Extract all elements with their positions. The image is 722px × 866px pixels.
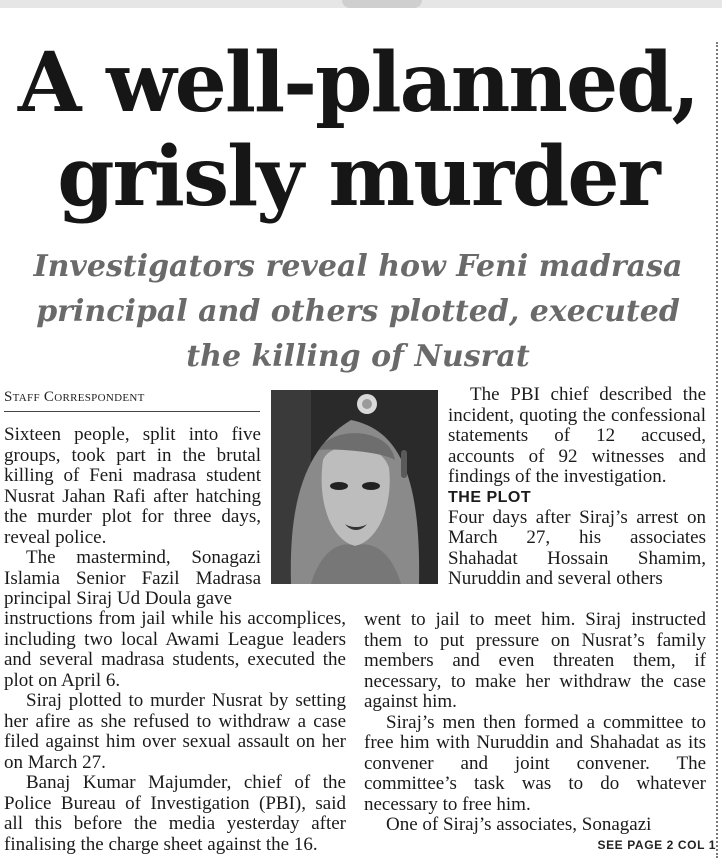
subhead-line-2: principal and others plotted, executed — [36, 294, 680, 329]
paragraph-description: The PBI chief described the incident, quoting the confessional statements of 12 accused, accounts of 92 witnesses and findings of the investigation. — [448, 384, 706, 487]
previous-story-edge — [0, 0, 722, 8]
subheadline — [0, 244, 716, 379]
subhead-line-3: the killing of Nusrat — [186, 339, 530, 374]
portrait-illustration — [271, 390, 438, 584]
headline-line-2: grisly murder — [57, 129, 659, 225]
article-column-right-wide — [364, 610, 706, 836]
subhead-line-1: Investigators reveal how Feni madrasa — [33, 249, 683, 284]
previous-photo-edge — [342, 0, 422, 8]
paragraph-committee: Siraj’s men then formed a committee to free him with Nuruddin and Shahadat as its convener and joint convener. The committee’s task was to do whatever necessary to free him. — [364, 711, 706, 815]
article-column-left-wide — [4, 609, 346, 855]
paragraph-instructions: instructions from jail while his accomplices, including two local Awami League leaders and several madrasa students, executed the plot on April 6. — [4, 608, 346, 691]
paragraph-pbi-chief: Banaj Kumar Majumder, chief of the Police Bureau of Investigation (PBI), said all this before the media yesterday after finalising the charge sheet against the 16. — [4, 772, 346, 855]
continued-jump-line[interactable]: SEE PAGE 2 COL 1 — [597, 838, 716, 852]
paragraph-jail-visit: went to jail to meet him. Siraj instructed them to put pressure on Nusrat’s family members and even threaten them, if necessary, to make her withdraw the case against him. — [364, 609, 706, 712]
article-column-left — [4, 425, 261, 610]
headline — [0, 36, 716, 224]
headline-line-1: A well-planned, — [17, 35, 699, 131]
crosshead: THE PLOT — [448, 488, 532, 506]
victim-portrait-photo — [271, 390, 438, 584]
column-divider — [716, 42, 718, 858]
article-column-right — [448, 385, 706, 590]
paragraph-lede: Sixteen people, split into five groups, took part in the brutal killing of Feni madrasa student Nusrat Jahan Rafi after hatching the murder plot for three days, reveal police. — [4, 424, 261, 548]
paragraph-motive: Siraj plotted to murder Nusrat by setting her afire as she refused to withdraw a case filed against him over sexual assault on her on March 27. — [4, 690, 346, 773]
byline: Staff Correspondent — [4, 389, 260, 412]
paragraph-plot-start: Four days after Siraj’s arrest on March 27, his associates Shahadat Hossain Shamim, Nuruddin and several others — [448, 506, 706, 589]
paragraph-mastermind: The mastermind, Sonagazi Islamia Senior Fazil Madrasa principal Siraj Ud Doula gave — [4, 547, 261, 609]
paragraph-associates: One of Siraj’s associates, Sonagazi — [386, 814, 652, 835]
